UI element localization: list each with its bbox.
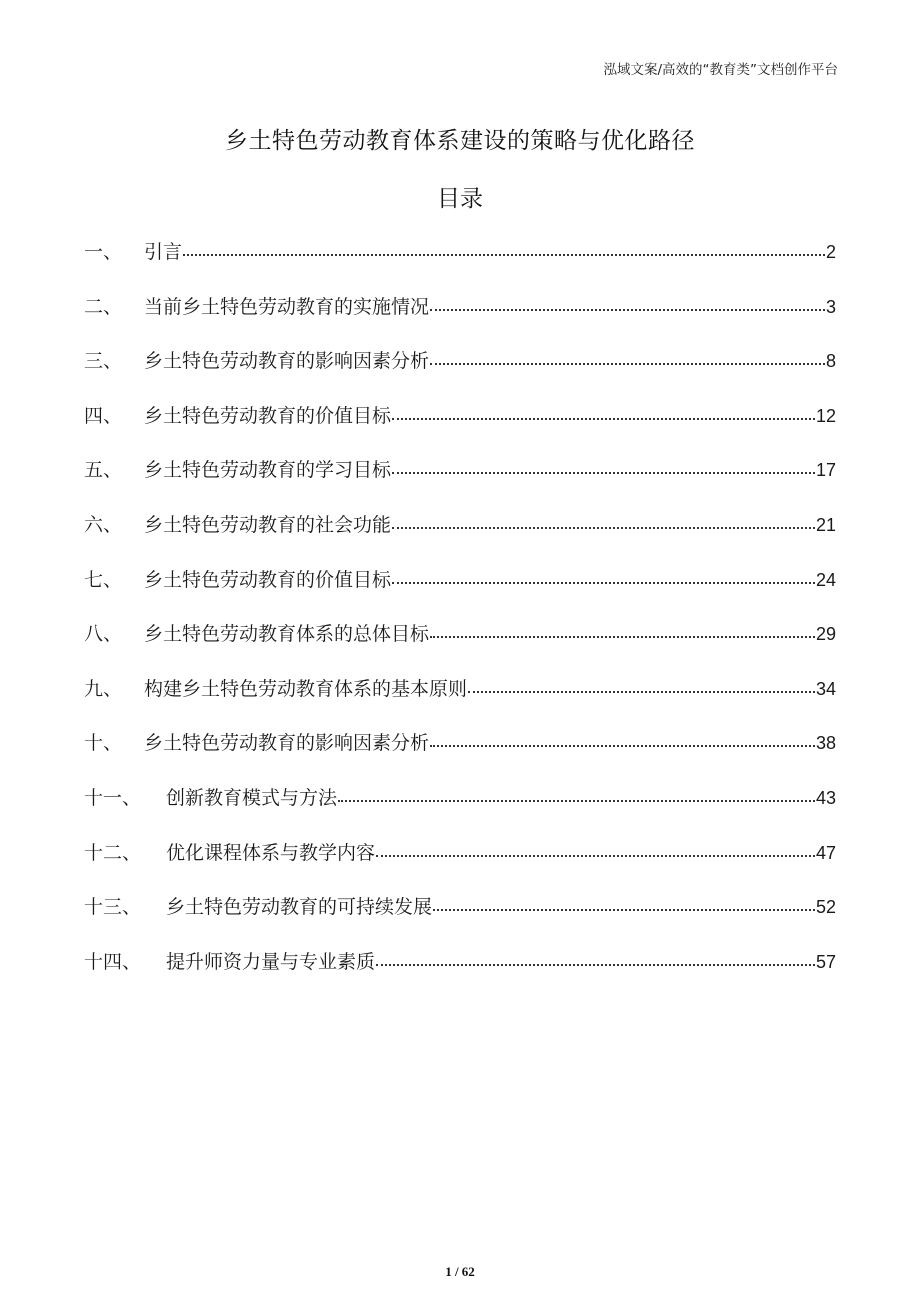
- toc-entry-number: 二、: [84, 295, 123, 318]
- toc-entry-page: 24: [815, 569, 836, 590]
- toc-entry-7[interactable]: [84, 565, 836, 620]
- toc-entry-title: 乡土特色劳动教育的价值目标: [144, 404, 392, 427]
- toc-dot-leader: [376, 840, 815, 859]
- toc-entry-12[interactable]: [84, 838, 836, 893]
- toc-dot-leader: [392, 567, 815, 586]
- toc-entry-title: 乡土特色劳动教育的影响因素分析: [144, 350, 430, 373]
- toc-entry-9[interactable]: [84, 674, 836, 729]
- toc-entry-number: 十、: [84, 732, 123, 755]
- toc-entry-page: 2: [825, 242, 836, 262]
- toc-entry-page: 34: [815, 678, 836, 699]
- toc-entry-number: 十一、: [84, 786, 142, 809]
- toc-dot-leader: [338, 785, 815, 804]
- toc-dot-leader: [430, 294, 825, 313]
- toc-dot-leader: [430, 621, 815, 640]
- toc-entry-number: 七、: [84, 568, 123, 591]
- toc-entry-page: 43: [815, 787, 836, 808]
- toc-entry-number: 九、: [84, 677, 123, 700]
- toc-entry-title: 引言: [144, 241, 183, 263]
- toc-dot-leader: [376, 949, 815, 968]
- toc-dot-leader: [392, 403, 815, 422]
- toc-entry-title: 乡土特色劳动教育的学习目标: [144, 459, 392, 482]
- toc-entry-number: 一、: [84, 241, 123, 263]
- table-of-contents: [84, 237, 836, 1001]
- toc-entry-10[interactable]: [84, 728, 836, 783]
- toc-entry-page: 29: [815, 624, 836, 645]
- toc-entry-title: 乡土特色劳动教育体系的总体目标: [144, 623, 430, 646]
- toc-entry-4[interactable]: [84, 401, 836, 456]
- toc-entry-5[interactable]: [84, 455, 836, 510]
- toc-entry-page: 47: [815, 842, 836, 863]
- toc-entry-number: 四、: [84, 404, 123, 427]
- toc-entry-8[interactable]: [84, 619, 836, 674]
- toc-entry-page: 38: [815, 733, 836, 754]
- toc-entry-title: 创新教育模式与方法: [166, 786, 338, 809]
- toc-entry-number: 六、: [84, 513, 123, 536]
- toc-dot-leader: [430, 348, 825, 367]
- toc-entry-1[interactable]: [84, 237, 836, 292]
- toc-entry-13[interactable]: [84, 892, 836, 947]
- toc-entry-title: 乡土特色劳动教育的可持续发展: [166, 896, 433, 919]
- toc-entry-page: 52: [815, 897, 836, 918]
- toc-entry-14[interactable]: [84, 947, 836, 1002]
- toc-entry-number: 十二、: [84, 841, 142, 864]
- toc-entry-page: 57: [815, 951, 836, 972]
- toc-entry-number: 十三、: [84, 896, 142, 919]
- toc-entry-6[interactable]: [84, 510, 836, 565]
- toc-entry-3[interactable]: [84, 346, 836, 401]
- toc-entry-title: 乡土特色劳动教育的社会功能: [144, 513, 392, 536]
- toc-entry-title: 乡土特色劳动教育的价值目标: [144, 568, 392, 591]
- toc-entry-page: 12: [815, 405, 836, 426]
- toc-entry-11[interactable]: [84, 783, 836, 838]
- toc-dot-leader: [468, 676, 815, 695]
- toc-entry-number: 五、: [84, 459, 123, 482]
- toc-entry-page: 3: [825, 296, 836, 317]
- toc-dot-leader: [433, 894, 815, 913]
- toc-entry-page: 8: [825, 351, 836, 372]
- toc-entry-title: 构建乡土特色劳动教育体系的基本原则: [144, 677, 468, 700]
- toc-entry-page: 21: [815, 514, 836, 535]
- toc-entry-2[interactable]: [84, 292, 836, 347]
- toc-dot-leader: [183, 239, 825, 258]
- page-indicator: 1 / 62: [445, 1264, 475, 1279]
- toc-entry-number: 十四、: [84, 950, 142, 973]
- header-platform-note: 泓域文案/高效的“教育类”文档创作平台: [603, 62, 838, 78]
- toc-entry-title: 当前乡土特色劳动教育的实施情况: [144, 295, 430, 318]
- toc-entry-number: 八、: [84, 623, 123, 646]
- toc-dot-leader: [392, 457, 815, 476]
- toc-heading: 目录: [437, 186, 483, 212]
- toc-entry-title: 优化课程体系与教学内容: [166, 841, 376, 864]
- toc-dot-leader: [392, 512, 815, 531]
- toc-entry-title: 提升师资力量与专业素质: [166, 950, 376, 973]
- toc-entry-page: 17: [815, 460, 836, 481]
- toc-entry-title: 乡土特色劳动教育的影响因素分析: [144, 732, 430, 755]
- toc-entry-number: 三、: [84, 350, 123, 373]
- document-title: 乡土特色劳动教育体系建设的策略与优化路径: [225, 128, 695, 154]
- toc-dot-leader: [430, 730, 815, 749]
